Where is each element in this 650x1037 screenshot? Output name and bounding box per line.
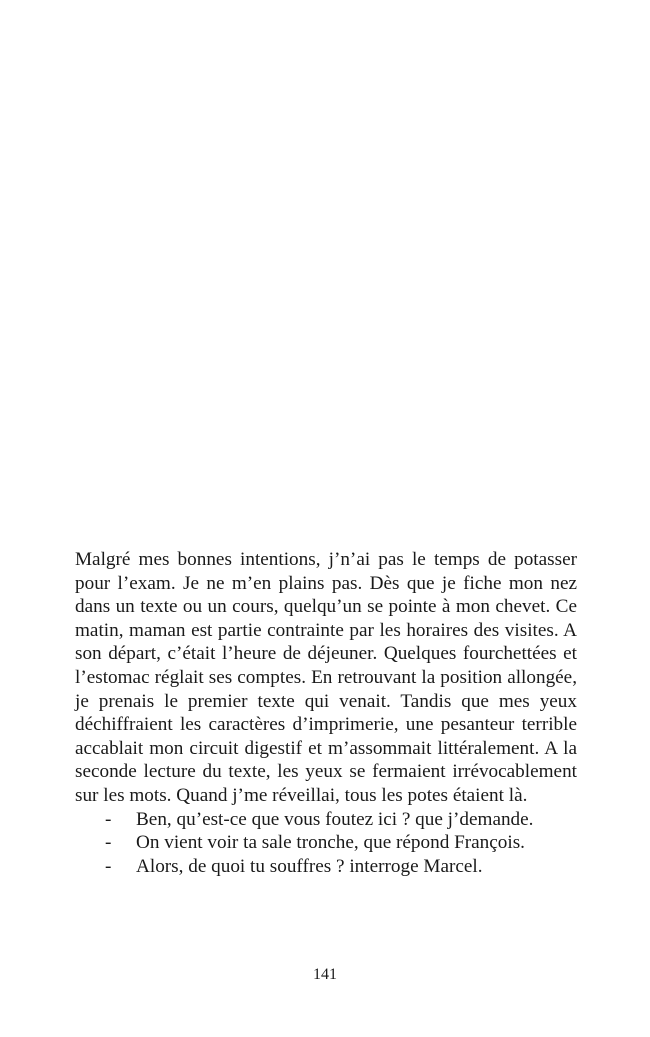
dialogue-dash: - [105,832,112,854]
dialogue-line [75,831,577,855]
dialogue-text: Ben, qu’est-ce que vous foutez ici ? que j’demande. [136,808,534,830]
dialogue-text: Alors, de quoi tu souffres ? interroge Marcel. [136,855,483,877]
dialogue-text: On vient voir ta sale tronche, que répond François. [136,832,525,854]
dialogue-dash: - [105,855,112,877]
dialogue-line [75,855,577,879]
dialogue-list [75,808,577,879]
narrative-paragraph: Malgré mes bonnes intentions, j’n’ai pas le temps de potasser pour l’exam. Je ne m’en plains pas. Dès que je fiche mon nez dans un texte ou un cours, quelqu’un se pointe à mon chevet. Ce matin, maman est partie contrainte par les horaires des visites. A son départ, c’était l’heure de déjeuner. Quelques fourchettées et l’estomac réglait ses comptes. En retrouvant la position allongée, je prenais le premier texte qui venait. Tandis que mes yeux déchiffraient les caractères d’imprimerie, une pesanteur terrible accablait mon circuit digestif et m’assommait littéralement. A la seconde lecture du texte, les yeux se fermaient irrévocablement sur les mots. Quand j’me réveillai, tous les potes étaient là. [75,549,577,806]
dialogue-dash: - [105,808,112,830]
body-text [75,548,577,878]
page-number: 141 [313,966,337,983]
dialogue-line [75,808,577,832]
